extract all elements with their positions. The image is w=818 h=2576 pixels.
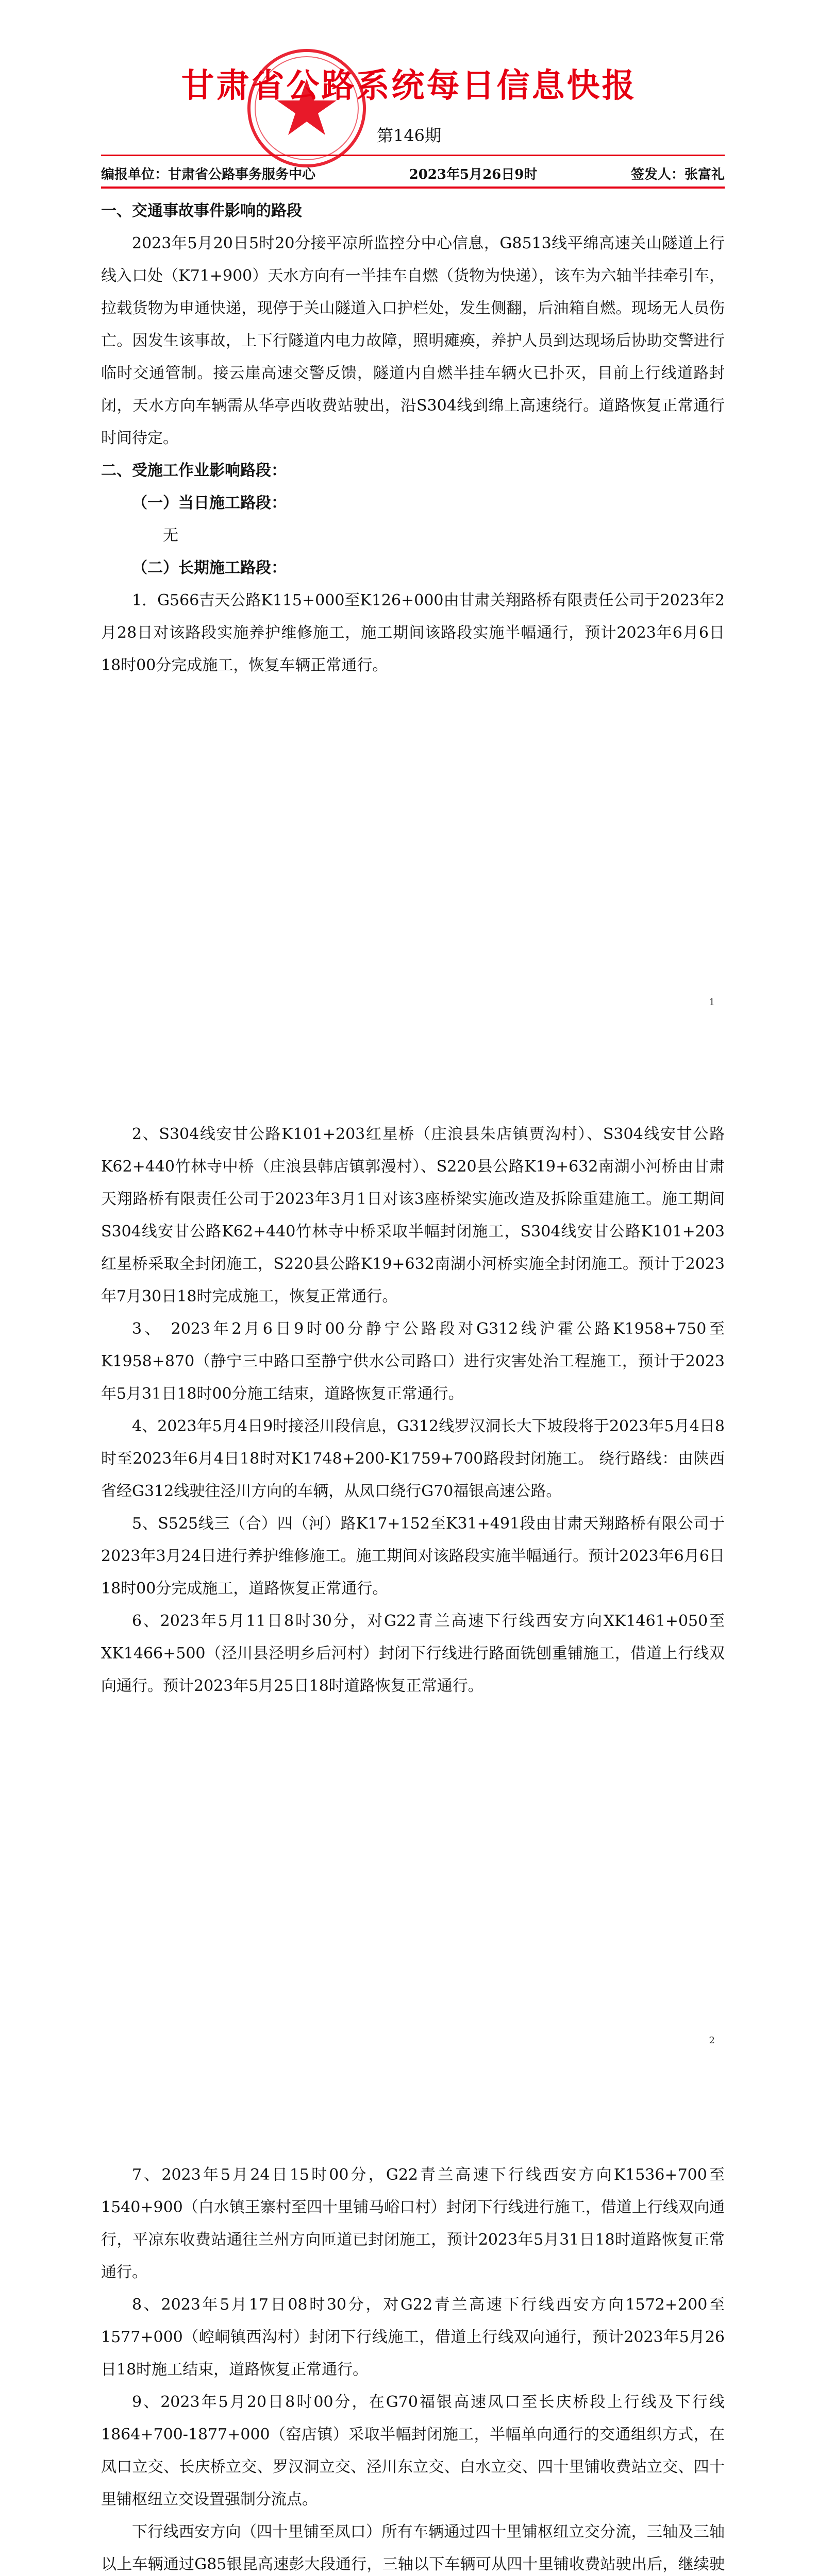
section-1-heading: 一、交通事故事件影响的路段 [101, 202, 302, 220]
page-number: 2 [709, 2035, 715, 2046]
section-1-paragraph: 2023年5月20日5时20分接平凉所监控分中心信息，G8513线平绵高速关山隧道上行线入口处（K71+900）天水方向有一半挂车自燃（货物为快递），该车为六轴半挂牵引车，拉载货物为申通快递，现停于关山隧道入口护栏处，发生侧翻，后油箱自燃。现场无人员伤亡。因发生该事故，上下行隧道内电力故障，照明瘫痪，养护人员到达现场后协助交警进行临时交通管制。接云崖高速交警反馈，隧道内自燃半挂车辆火已扑灭，目前上行线道路封闭，天水方向车辆需从华亭西收费站驶出，沿S304线到绵上高速绕行。道路恢复正常通行时间待定。 [101, 234, 725, 447]
meta-signer: 签发人：张富礼 [630, 167, 725, 182]
page-number: 1 [709, 997, 715, 1008]
meta-divider [101, 187, 725, 189]
long-term-item-3: 3、 2023年2月6日9时00分静宁公路段对G312线沪霍公路K1958+750至K1958+870（静宁三中路口至静宁供水公司路口）进行灾害处治工程施工，预计于2023年5月31日18时00分施工结束，道路恢复正常通行。 [101, 1320, 725, 1403]
long-term-item-5: 5、S525线三（合）四（河）路K17+152至K31+491段由甘肃天翔路桥有限公司于2023年3月24日进行养护维修施工。施工期间对该路段实施半幅通行。预计2023年6月6日18时00分完成施工，道路恢复正常通行。 [101, 1515, 725, 1598]
bulletin-title: 甘肃省公路系统每日信息快报 [181, 66, 637, 105]
page-3 [0, 2071, 818, 2576]
page-3-body [101, 2159, 725, 2576]
section-2-1-heading: （一）当日施工路段： [132, 494, 287, 512]
page-2-body [101, 1118, 725, 1702]
long-term-item-4: 4、2023年5月4日9时接泾川段信息，G312线罗汉洞长大下坡段将于2023年5月4日8时至2023年6月4日18时对K1748+200-K1759+700路段封闭施工。 绕行路线：由陕西省经G312线驶往泾川方向的车辆，从凤口绕行G70福银高速公路。 [101, 1417, 725, 1500]
title-divider [101, 155, 725, 156]
long-term-item-6: 6、2023年5月11日8时30分，对G22青兰高速下行线西安方向XK1461+050至XK1466+500（泾川县泾明乡后河村）封闭下行线进行路面铣刨重铺施工，借道上行线双向通行。预计2023年5月25日18时道路恢复正常通行。 [101, 1612, 725, 1695]
long-term-item-8: 8、2023年5月17日08时30分，对G22青兰高速下行线西安方向1572+200至1577+000（崆峒镇西沟村）封闭下行线施工，借道上行线双向通行，预计2023年5月26日18时施工结束，道路恢复正常通行。 [101, 2296, 725, 2379]
section-2-heading: 二、受施工作业影响路段： [101, 462, 287, 480]
meta-time: 2023年5月26日9时 [409, 167, 538, 182]
section-2-2-heading: （二）长期施工路段： [132, 559, 287, 577]
meta-source: 编报单位：甘肃省公路事务服务中心 [101, 167, 316, 182]
issue-number: 第146期 [376, 126, 442, 145]
page-1-body [101, 195, 725, 682]
long-term-item-7: 7、2023年5月24日15时00分，G22青兰高速下行线西安方向K1536+700至1540+900（白水镇王寨村至四十里铺马峪口村）封闭下行线进行施工，借道上行线双向通行，平凉东收费站通往兰州方向匝道已封闭施工，预计2023年5月31日18时道路恢复正常通行。 [101, 2166, 725, 2281]
section-2-1-none: 无 [163, 527, 178, 545]
long-term-item-2: 2、S304线安甘公路K101+203红星桥（庄浪县朱店镇贾沟村）、S304线安甘公路K62+440竹林寺中桥（庄浪县韩店镇郭漫村）、S220县公路K19+632南湖小河桥由甘肃天翔路桥有限责任公司于2023年3月1日对该3座桥梁实施改造及拆除重建施工。施工期间S304线安甘公路K62+440竹林寺中桥采取半幅封闭施工，S304线安甘公路K101+203红星桥采取全封闭施工，S220县公路K19+632南湖小河桥实施全封闭施工。预计于2023年7月30日18时完成施工，恢复正常通行。 [101, 1125, 725, 1306]
page-2 [0, 1010, 818, 2071]
long-term-item-1: 1．G566吉天公路K115+000至K126+000由甘肃关翔路桥有限责任公司于2023年2月28日对该路段实施养护维修施工，施工期间该路段实施半幅通行，预计2023年6月6日18时00分完成施工，恢复车辆正常通行。 [101, 591, 725, 674]
meta-row [101, 164, 725, 183]
long-term-item-9: 9、2023年5月20日8时00分，在G70福银高速凤口至长庆桥段上行线及下行线1864+700-1877+000（窑店镇）采取半幅封闭施工，半幅单向通行的交通组织方式，在凤口立交、长庆桥立交、罗汉洞立交、泾川东立交、白水立交、四十里铺收费站立交、四十里铺枢纽立交设置强制分流点。 [101, 2393, 725, 2509]
page-1 [0, 0, 818, 1010]
long-term-item-9-detail: 下行线西安方向（四十里铺至凤口）所有车辆通过四十里铺枢纽立交分流，三轴及三轴以上车辆通过G85银昆高速彭大段通行，三轴以下车辆可从四十里铺收费站驶出后，继续驶 [101, 2523, 725, 2573]
